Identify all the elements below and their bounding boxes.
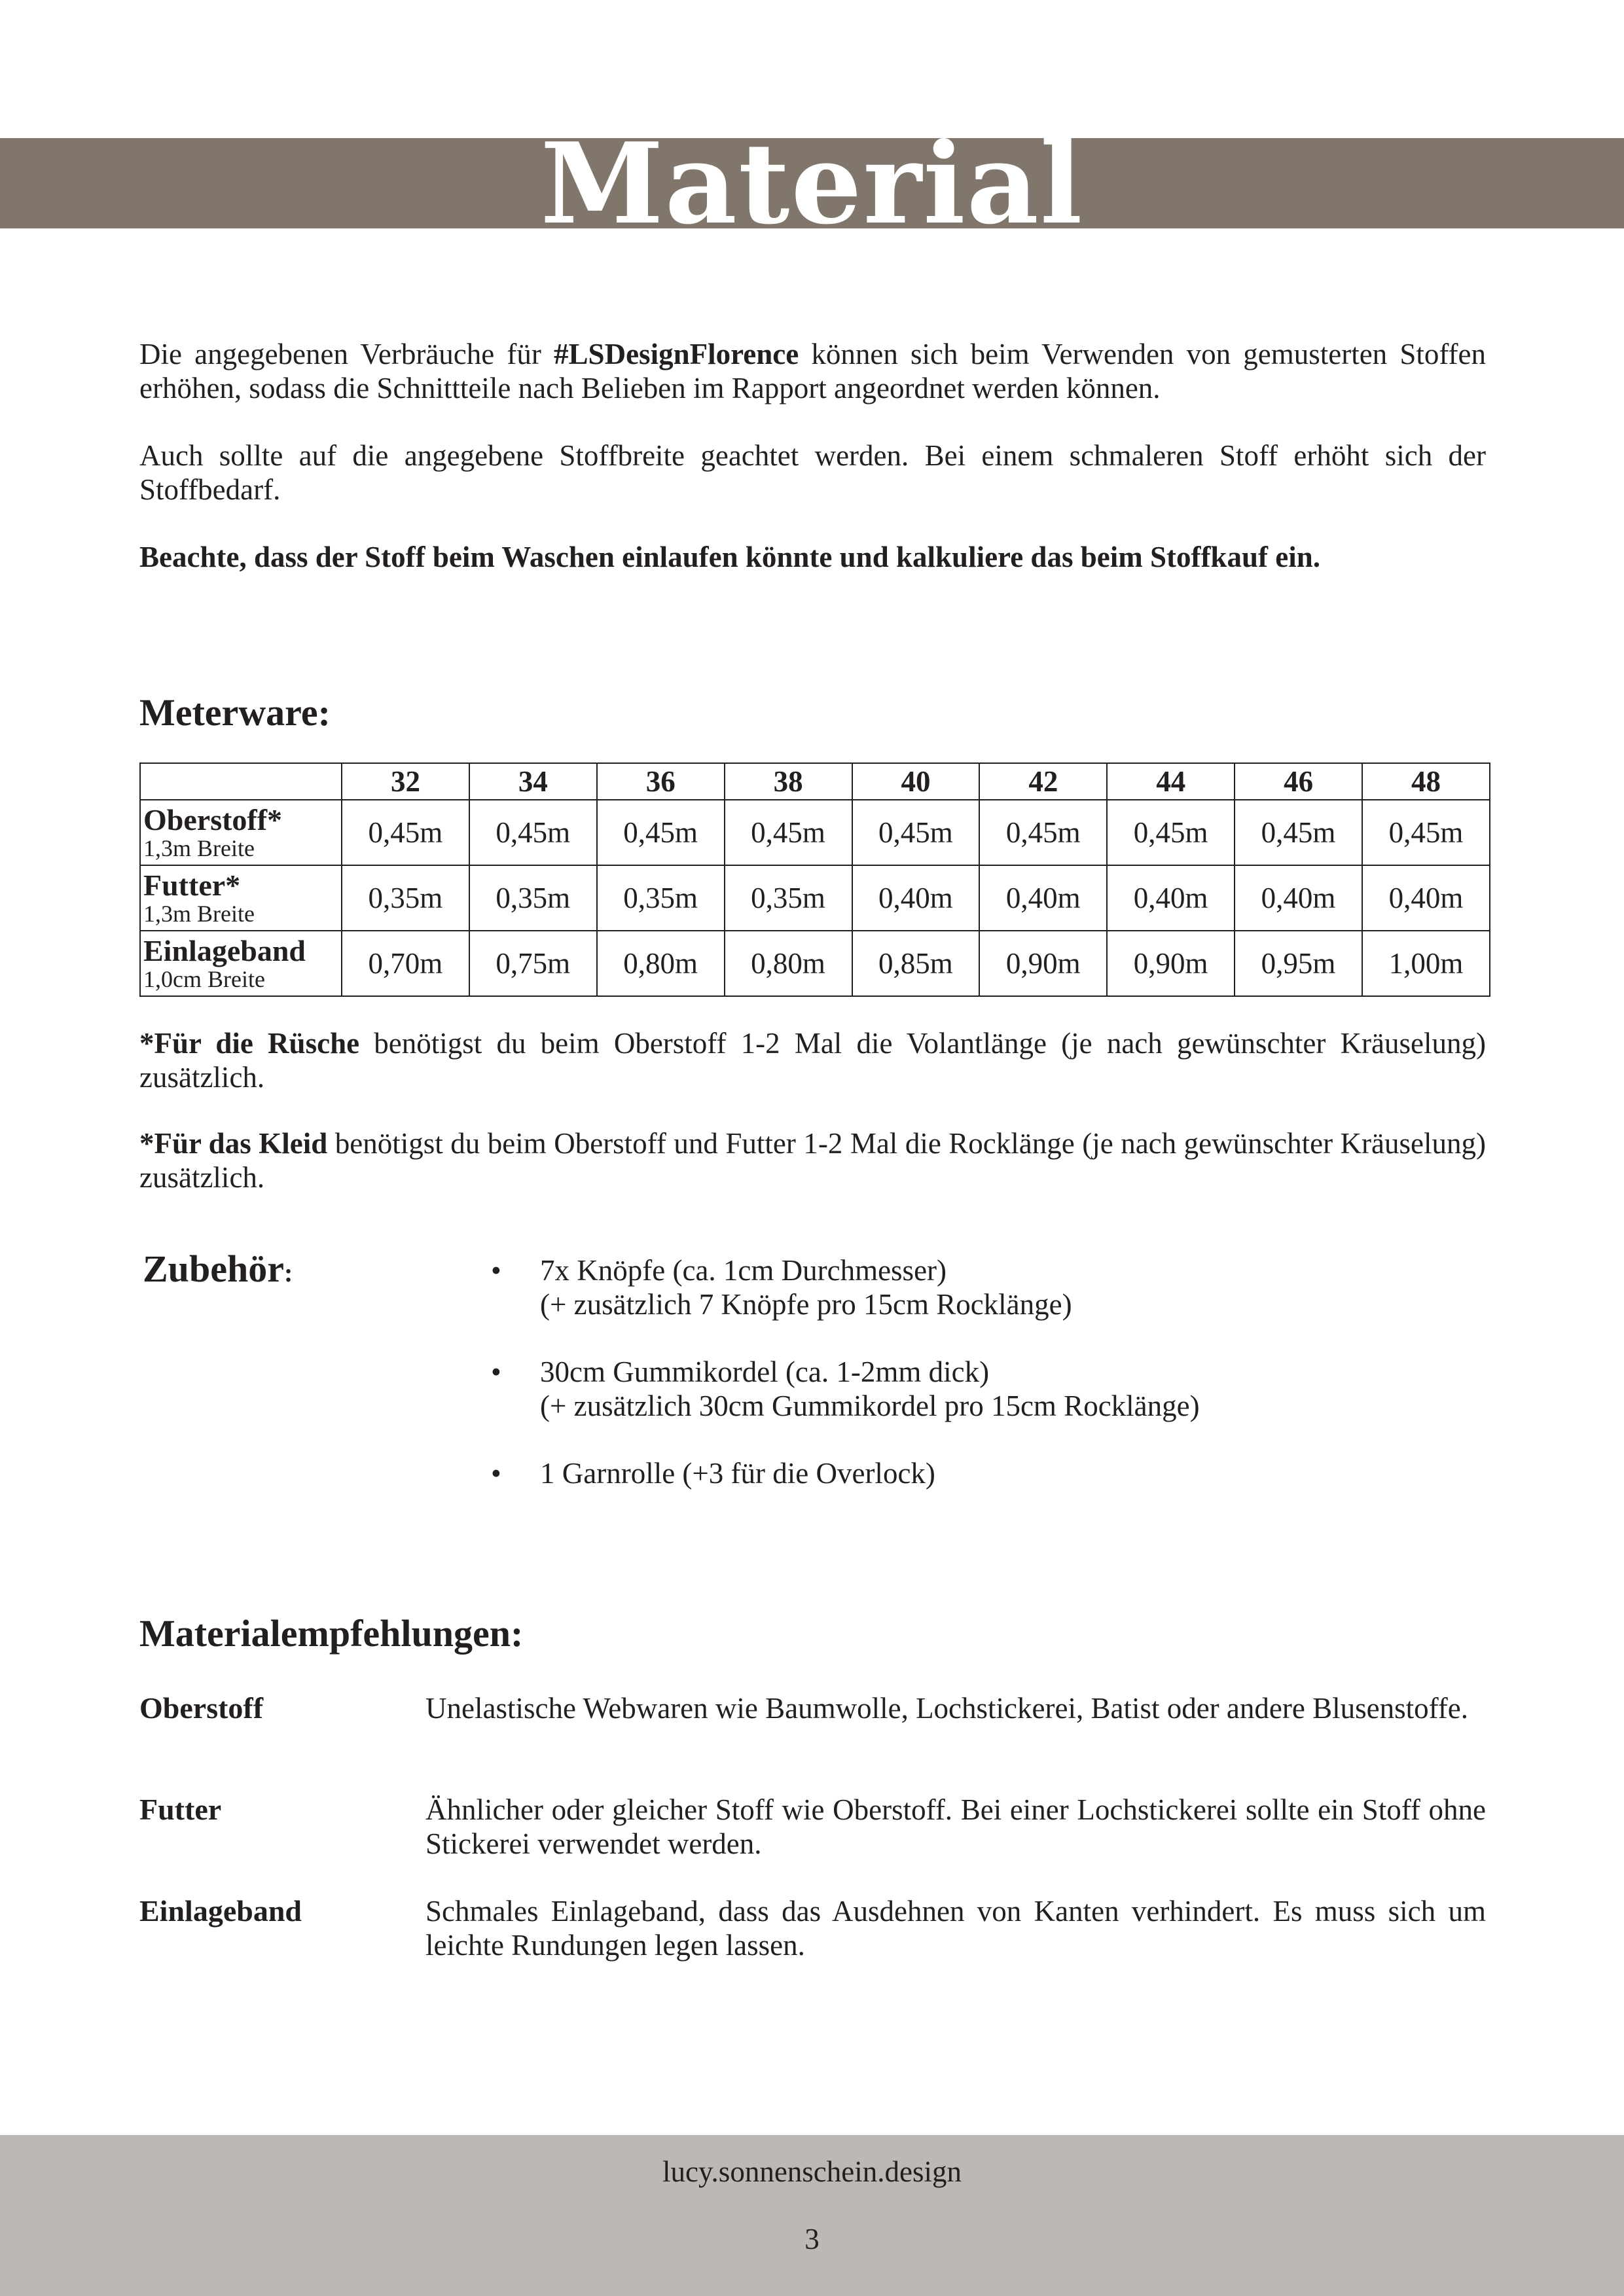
intro-warning: Beachte, dass der Stoff beim Waschen einlaufen könnte und kalkuliere das beim Stoffkauf ein. xyxy=(139,541,1320,573)
table-cell: 0,90m xyxy=(1107,931,1235,996)
table-cell: 0,45m xyxy=(979,800,1107,865)
page-title: Material xyxy=(540,128,1084,228)
table-cell: 0,70m xyxy=(342,931,469,996)
size-header: 32 xyxy=(342,763,469,800)
recommendation-text: Unelastische Webwaren wie Baumwolle, Lochstickerei, Batist oder andere Blusenstoffe. xyxy=(425,1692,1468,1725)
table-cell: 0,85m xyxy=(852,931,980,996)
footer-website: lucy.sonnenschein.design xyxy=(662,2155,962,2188)
bullet-icon: • xyxy=(491,1355,501,1388)
recommendation-label: Futter xyxy=(139,1793,222,1826)
size-header: 34 xyxy=(469,763,597,800)
size-header: 44 xyxy=(1107,763,1235,800)
intro-paragraph-1: Die angegebenen Verbräuche für #LSDesignFlorence können sich beim Verwenden von gemusterten Stoffen erhöhen, sodass die Schnittteile nach Belieben im Rapport angeordnet werden können. xyxy=(139,338,1486,404)
table-cell: 0,35m xyxy=(469,865,597,931)
row-header: Futter* 1,3m Breite xyxy=(140,865,342,931)
table-cell: 1,00m xyxy=(1362,931,1490,996)
table-cell: 0,35m xyxy=(342,865,469,931)
table-cell: 0,40m xyxy=(979,865,1107,931)
table-cell: 0,35m xyxy=(725,865,852,931)
ruesche-note: *Für die Rüsche benötigst du beim Oberstoff 1-2 Mal die Volantlänge (je nach gewünschter Kräuselung) zusätzlich. xyxy=(139,1027,1486,1094)
recommendation-label: Oberstoff xyxy=(139,1691,264,1725)
recommendation-text: Schmales Einlageband, dass das Ausdehnen von Kanten verhindert. Es muss sich um leichte Rundungen legen lassen. xyxy=(425,1895,1486,1962)
list-item: • 7x Knöpfe (ca. 1cm Durchmesser) (+ zusätzlich 7 Knöpfe pro 15cm Rocklänge) xyxy=(491,1254,1072,1321)
size-header: 48 xyxy=(1362,763,1490,800)
table-cell: 0,40m xyxy=(852,865,980,931)
table-row xyxy=(140,800,1490,865)
bullet-icon: • xyxy=(491,1254,501,1287)
hashtag: #LSDesignFlorence xyxy=(554,338,799,370)
table-cell: 0,75m xyxy=(469,931,597,996)
table-cell: 0,40m xyxy=(1235,865,1362,931)
table-cell: 0,80m xyxy=(597,931,725,996)
size-header: 42 xyxy=(979,763,1107,800)
materialempfehlungen-heading: Materialempfehlungen: xyxy=(139,1612,524,1655)
kleid-note: *Für das Kleid benötigst du beim Oberstoff und Futter 1-2 Mal die Rocklänge (je nach gewünschter Kräuselung) zusätzlich. xyxy=(139,1127,1486,1194)
zubehoer-heading: Zubehör: xyxy=(143,1247,293,1290)
page-number: 3 xyxy=(804,2223,820,2255)
zubehoer-list xyxy=(491,1253,1200,1524)
size-header: 36 xyxy=(597,763,725,800)
list-item: • 1 Garnrolle (+3 für die Overlock) xyxy=(491,1457,935,1490)
row-header: Oberstoff* 1,3m Breite xyxy=(140,800,342,865)
table-row xyxy=(140,865,1490,931)
table-cell: 0,45m xyxy=(1235,800,1362,865)
table-cell: 0,40m xyxy=(1107,865,1235,931)
size-header: 46 xyxy=(1235,763,1362,800)
list-item: • 30cm Gummikordel (ca. 1-2mm dick) (+ zusätzlich 30cm Gummikordel pro 15cm Rocklänge) xyxy=(491,1355,1200,1422)
table-cell: 0,35m xyxy=(597,865,725,931)
size-header: 38 xyxy=(725,763,852,800)
table-cell: 0,45m xyxy=(597,800,725,865)
table-cell: 0,45m xyxy=(1362,800,1490,865)
table-cell: 0,45m xyxy=(1107,800,1235,865)
size-header-row xyxy=(140,763,1490,800)
table-cell: 0,90m xyxy=(979,931,1107,996)
table-cell: 0,45m xyxy=(852,800,980,865)
fabric-table xyxy=(139,762,1490,997)
table-cell: 0,45m xyxy=(469,800,597,865)
bullet-icon: • xyxy=(491,1457,501,1490)
recommendation-label: Einlageband xyxy=(139,1894,302,1928)
recommendation-text: Ähnlicher oder gleicher Stoff wie Oberstoff. Bei einer Lochstickerei sollte ein Stoff ohne Stickerei verwendet werden. xyxy=(425,1793,1486,1860)
table-cell: 0,95m xyxy=(1235,931,1362,996)
empty-corner-cell xyxy=(140,763,342,800)
table-row xyxy=(140,931,1490,996)
size-header: 40 xyxy=(852,763,980,800)
table-cell: 0,40m xyxy=(1362,865,1490,931)
intro-paragraph-2: Auch sollte auf die angegebene Stoffbreite geachtet werden. Bei einem schmaleren Stoff erhöht sich der Stoffbedarf. xyxy=(139,439,1486,506)
meterware-heading: Meterware: xyxy=(139,691,331,734)
row-header: Einlageband 1,0cm Breite xyxy=(140,931,342,996)
table-cell: 0,45m xyxy=(725,800,852,865)
table-cell: 0,45m xyxy=(342,800,469,865)
table-cell: 0,80m xyxy=(725,931,852,996)
